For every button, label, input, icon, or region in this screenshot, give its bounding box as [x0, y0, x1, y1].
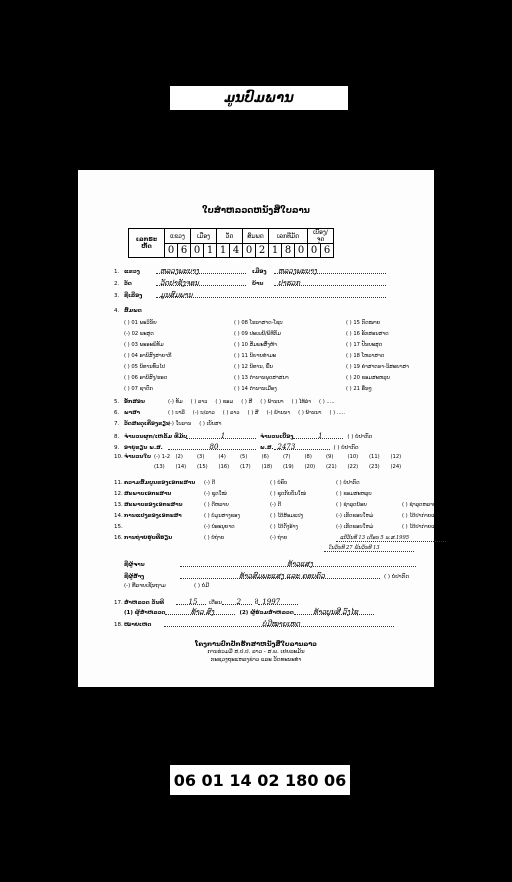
field-num: 4.	[114, 308, 120, 314]
category-option[interactable]: (-) 02 ພະສູດ	[124, 331, 154, 337]
category-option[interactable]: ( ) 19 ຄຳສາຕຣາ-ວິສະຍາສາ	[346, 364, 409, 370]
condition-option[interactable]: ( ) ດີຫລາຍ	[204, 502, 229, 508]
field-label: (2) ຜູ້ຮ່ວມສຳຫລວດ	[239, 610, 294, 616]
field-num: 8.	[114, 434, 120, 440]
origin-option[interactable]: ( ) ຂອມສະຫລຸບ	[336, 491, 372, 497]
field-row-repair	[114, 513, 449, 519]
field-row-permission	[114, 524, 449, 530]
field-num: 7.	[114, 421, 120, 427]
photo-option[interactable]: ( ) ບໍ່ຖ່າຍ	[204, 535, 225, 541]
code-digit: 6	[178, 244, 191, 258]
leaves-option[interactable]: (13)	[154, 464, 165, 470]
script-option[interactable]: ( ) .....	[319, 399, 335, 405]
header-title: ມູນປົມພານ	[224, 90, 294, 106]
code-digit: 0	[308, 244, 321, 258]
category-option[interactable]: ( ) 21 ອື່ນໆ	[346, 386, 372, 392]
field-label: ຊື່ເລື່ອງ	[124, 293, 143, 299]
survey-day: 15	[176, 598, 206, 605]
id-number: 06 01 14 02 180 06	[173, 770, 347, 790]
leaves-option[interactable]: (14)	[175, 464, 187, 470]
leaves-option[interactable]: (18)	[261, 464, 273, 470]
code-header: ເລກທີມັດ	[269, 229, 308, 244]
category-option[interactable]: ( ) 05 ນິທານທົ່ວໄປ	[124, 364, 166, 370]
field-label: ສົມພດ	[124, 308, 142, 314]
category-option[interactable]: ( ) 03 ພະອະພິທັມ	[124, 342, 164, 348]
script-option[interactable]: (-) ທັມ	[168, 399, 183, 405]
category-option[interactable]: ( ) 16 ອັກສອນສາດ	[346, 331, 389, 337]
code-header: ແຂວງ	[165, 229, 191, 244]
field-num: 6.	[114, 410, 120, 416]
field-label: ເມືອງ	[252, 269, 267, 275]
survey-form	[78, 170, 442, 687]
leaves-option[interactable]: (23)	[369, 464, 380, 470]
field-label: ຊື່ຜູ້ສ້າງ	[124, 574, 145, 580]
field-label: ພ.ສ.	[260, 445, 274, 451]
category-option[interactable]: ( ) 13 ຕຳນານພຸດສາສນາ	[234, 375, 289, 381]
leaves-option[interactable]: (2)	[175, 454, 183, 460]
field-label: ຈຳນວນໃບ	[124, 454, 151, 460]
field-row-completeness	[114, 480, 368, 486]
field-label: ສະພາບເອກະສານ	[124, 491, 172, 497]
photo-date: ແປ້ວັນທີ 13 ເດືອນ 5 ພ.ສ.1995	[336, 535, 446, 542]
temple-value: ວັດປາຊັງຈອນ	[156, 279, 246, 286]
leaves-option[interactable]: (11)	[369, 454, 380, 460]
field-row-sponsor	[114, 572, 409, 580]
title-value: ມູນສົມພານ	[156, 291, 386, 298]
leaves-row-top	[154, 454, 412, 460]
field-num: 10.	[114, 454, 123, 460]
category-option[interactable]: ( ) 17 ປັນຍະສຸດ	[346, 342, 383, 348]
field-num: 18.	[114, 622, 123, 628]
sponsor-value: ທ້າວສົມພະແສງ ແລະ ຄອບຄົວ	[180, 572, 380, 579]
code-header: ວັດ	[217, 229, 243, 244]
fund-option[interactable]: (-) ທີ່ລາຍເຊັນຖາມ	[124, 583, 166, 589]
origin-option[interactable]: ( ) ຊຸດກັບບັນໃໝ່	[270, 491, 306, 497]
code-digit: 0	[243, 244, 256, 258]
leaves-option[interactable]: (12)	[390, 454, 402, 460]
category-col-3	[346, 320, 409, 397]
category-option[interactable]: ( ) 18 ໂຫລາສາດ	[346, 353, 385, 359]
field-num: 17.	[114, 600, 123, 606]
field-row-temple	[114, 279, 386, 287]
code-digit: 8	[282, 244, 295, 258]
repair-option[interactable]: ( ) ໄດ້ປາກ່າຍແລ້ວ	[402, 513, 442, 519]
remarks-value: ບໍ່ມີໝາຍເຫດ	[164, 620, 394, 627]
footer-line: ໂຄງການປົກປັກຮັກສາຫນັງສືໃບລານລາວ	[195, 640, 317, 648]
code-digit: 0	[165, 244, 178, 258]
language-option[interactable]: ( ) ພ້ານນາ	[298, 410, 322, 416]
repair-option[interactable]: (-) ເຮັດຂອບໃຫມ່	[336, 513, 374, 519]
category-option[interactable]: ( ) 08 ໂຮລາສາດ-ໂຊບ	[234, 320, 283, 326]
material-option[interactable]: (-) ໃບລານ	[168, 421, 192, 427]
script-option[interactable]: ( ) ໄທ້ລຳ	[291, 399, 312, 405]
category-col-1	[124, 320, 172, 397]
photo-date-2: ໃນວັນທີ 27 ພັນວັນທີ 13	[324, 545, 414, 552]
leaves-option[interactable]: (6)	[261, 454, 269, 460]
leaves-option[interactable]: (4)	[218, 454, 226, 460]
repair-option[interactable]: ( ) ໄດ້ສ້ອມແປງ	[270, 513, 304, 519]
leaves-option[interactable]: (19)	[283, 464, 294, 470]
category-option[interactable]: ( ) 11 ນິຍາຍທຳມະ	[234, 353, 277, 359]
header-title-label	[170, 86, 348, 110]
category-option[interactable]: ( ) 06 ອານິສົງ/ຮອດ	[124, 375, 168, 381]
field-num: 16.	[114, 535, 123, 541]
completeness-option[interactable]: (-) ດີ	[204, 480, 216, 486]
field-label: ສະພາບຂອງເອກະສານ	[124, 502, 183, 508]
language-option[interactable]: (-) ບ/ລາວ	[192, 410, 215, 416]
field-row-remarks	[114, 620, 394, 628]
field-label: ໝາຍເຫດ	[124, 622, 152, 628]
leaves-option[interactable]: (16)	[218, 464, 230, 470]
category-col-2	[234, 320, 289, 397]
field-label: ພາສາ	[124, 410, 141, 416]
field-row-province	[114, 267, 386, 275]
field-label: ວັດ	[124, 281, 132, 287]
field-row-material	[114, 421, 229, 427]
field-num: 11.	[114, 480, 123, 486]
leaves-option[interactable]: (21)	[326, 464, 337, 470]
field-num: 15.	[114, 524, 123, 530]
code-digit: 0	[191, 244, 204, 258]
id-number-label	[170, 765, 350, 795]
leaves-option[interactable]: (7)	[283, 454, 291, 460]
form-footer	[78, 640, 434, 664]
field-row-language	[114, 410, 353, 416]
field-label: ການແປງຂອງເອກະສາ	[124, 513, 182, 519]
condition-option[interactable]: (-) ດີ	[270, 502, 282, 508]
code-digit: 6	[321, 244, 334, 258]
form-title: ໃບສຳຫລວດຫນັງສືໃບລານ	[202, 206, 310, 216]
code-digit: 1	[217, 244, 230, 258]
field-num: 3.	[114, 293, 120, 299]
category-option[interactable]: ( ) 15 ກົດໝາຍ	[346, 320, 381, 326]
leaves-option[interactable]: (20)	[304, 464, 316, 470]
category-option[interactable]: ( ) 04 ອານິສົງສາຍາກີ	[124, 353, 172, 359]
script-option[interactable]: ( ) ລາວ	[190, 399, 208, 405]
category-option[interactable]: ( ) 01 ພະວິນັຍ	[124, 320, 157, 326]
language-option[interactable]: ( ) ບາລີ	[168, 410, 185, 416]
permission-option[interactable]: (-) ເຮັດຂອບໃຫມ່	[336, 524, 374, 530]
field-label: ປີ	[254, 600, 259, 606]
field-label: ສຳຫລວດ ວັນທີ	[124, 600, 164, 606]
leaves-option[interactable]: (22)	[347, 464, 359, 470]
code-header: ເມືອງ	[191, 229, 217, 244]
field-num: 1.	[114, 269, 120, 275]
bundles-value: 1	[186, 432, 256, 439]
survey-month: 2	[222, 598, 252, 605]
leaves-option[interactable]: (8)	[304, 454, 312, 460]
field-row-survey-date	[114, 598, 298, 606]
language-option[interactable]: (-) ພ້ານນາ	[266, 410, 291, 416]
completeness-option[interactable]: ( ) ບໍ່ປາກົດ	[336, 480, 360, 486]
category-option[interactable]: ( ) 07 ຊາດົກ	[124, 386, 153, 392]
field-row-condition	[114, 502, 445, 508]
photo-date-row-2	[324, 545, 414, 552]
permission-option[interactable]: (-) ບໍ່ອະນຸຍາດ	[204, 524, 235, 530]
permission-option[interactable]: ( ) ໄດ້ດັ່ງອ້າງ	[270, 524, 298, 530]
field-label: ວັດສະດຸເຄື່ອງຂຽນ	[124, 421, 170, 427]
pages-value: 1	[293, 432, 343, 439]
code-digit: 1	[204, 244, 217, 258]
leaves-option[interactable]: (9)	[326, 454, 334, 460]
field-row-category	[114, 308, 156, 314]
age-value: 80	[168, 443, 256, 450]
field-label: ອັກສອນ	[124, 399, 145, 405]
language-option[interactable]: ( ) .....	[329, 410, 346, 416]
scribe-value: ທ້າວແສງ	[180, 560, 416, 567]
leaves-row-bottom	[154, 464, 412, 470]
field-num: 14.	[114, 513, 123, 519]
leaves-option[interactable]: (24)	[390, 464, 402, 470]
code-header: ເບື້ອງ/ຈຸດ	[308, 229, 334, 244]
field-num: 12.	[114, 491, 123, 497]
district-value: ຫລວງພະບາງ	[274, 267, 386, 274]
field-label: ຈຳນວນຜູກ/ເຫລັ້ມ ທີ່ມັບ	[124, 434, 188, 440]
field-row-script	[114, 399, 343, 405]
completeness-option[interactable]: ( ) ບໍ່ຄົບ	[270, 480, 288, 486]
field-row-photo	[114, 535, 446, 542]
field-row-age	[114, 443, 359, 451]
repair-option[interactable]: ( ) ບໍ່ມູນສາງຂອງ	[204, 513, 240, 519]
photo-option[interactable]: (-) ຖ່າຍ	[270, 535, 288, 541]
category-option[interactable]: ( ) 10 ສັມພະສົ້ງຫ້າ	[234, 342, 277, 348]
code-row-label: ເລກຣະຫັດ	[129, 229, 165, 258]
code-table	[128, 228, 334, 258]
province-value: ຫລວງພະບາງ	[156, 267, 246, 274]
code-digit: 4	[230, 244, 243, 258]
not-shown-option[interactable]: ( ) ບໍ່ປາກົດ	[384, 574, 409, 580]
leaves-option[interactable]: (-) 1-2	[154, 454, 171, 460]
code-header: ສົມພດ	[243, 229, 269, 244]
field-num: 5.	[114, 399, 120, 405]
not-shown-option[interactable]: ( ) ບໍ່ປາກົດ	[333, 445, 359, 451]
script-option[interactable]: ( ) ຂອມ	[215, 399, 234, 405]
field-row-fund	[114, 583, 209, 589]
field-label: ອາຍຸຂຽນ ພ.ສ.	[124, 445, 163, 451]
field-row-scribe	[114, 560, 416, 568]
leaves-option[interactable]: (15)	[197, 464, 208, 470]
field-num: 2.	[114, 281, 120, 287]
footer-line: ກະຊວງຖະແຫລງຂ່າວ ແລະ ວັດທະນະທຳ	[210, 657, 302, 663]
category-option[interactable]: ( ) 09 ປະເພນີ/ພິທີກັມ	[234, 331, 281, 337]
language-option[interactable]: ( ) ສີ	[247, 410, 259, 416]
field-num: 9.	[114, 445, 120, 451]
condition-option[interactable]: ( ) ຊຳລຸດນ້ອຍ	[336, 502, 367, 508]
category-option[interactable]: ( ) 20 ຂອມສະຫລຸບ	[346, 375, 390, 381]
village-value: ປາຮວກ	[274, 279, 386, 286]
survey-year: 1997	[258, 598, 298, 605]
material-option[interactable]: ( ) ເບັບສາ	[199, 421, 222, 427]
origin-option[interactable]: (-) ຊຸດໃໝ່	[204, 491, 227, 497]
category-option[interactable]: ( ) 14 ຕຳນານເມືອງ	[234, 386, 277, 392]
leaves-option[interactable]: (17)	[240, 464, 251, 470]
field-row-surveyors	[114, 608, 374, 616]
field-row-title	[114, 291, 386, 299]
fund-none-option[interactable]: ( ) ບໍ່ມີ	[194, 583, 210, 589]
field-num: 13.	[114, 502, 123, 508]
code-digit: 0	[295, 244, 308, 258]
code-digit: 2	[256, 244, 269, 258]
footer-line: ການຮ່ວມມື ສ.ປ.ປ. ລາວ - ສ.ພ. ເຢຍລະມັນ	[207, 649, 305, 655]
not-shown-option[interactable]: ( ) ບໍ່ປາກົດ	[347, 434, 373, 440]
category-option[interactable]: ( ) 12 ນິທານ, ພົ້ນ	[234, 364, 273, 370]
field-label: ແຂວງ	[124, 269, 140, 275]
field-row-leaves	[114, 454, 154, 460]
leaves-option[interactable]: (10)	[347, 454, 359, 460]
script-option[interactable]: ( ) ສີ	[241, 399, 253, 405]
leaves-option[interactable]: (3)	[197, 454, 205, 460]
field-label: (1) ຜູ້ສຳຫລວດ	[124, 610, 166, 616]
field-label: ຈຳນວນເບື້ອງ	[260, 434, 294, 440]
script-option[interactable]: ( ) ພ້ານນາ	[260, 399, 284, 405]
field-label: ບ້ານ	[252, 281, 264, 287]
surveyor-value: ທ້າວ ສົງ	[165, 608, 235, 615]
condition-option[interactable]: ( ) ຊຳລຸດຫລາຍ	[402, 502, 437, 508]
code-digit: 1	[269, 244, 282, 258]
language-option[interactable]: ( ) ລາວ	[222, 410, 240, 416]
year-value: 2473	[274, 443, 330, 450]
field-label: ການຖ່າຍຮູບທີ່ຮຽນ	[124, 535, 173, 541]
field-label: ເດືອນ	[209, 600, 222, 606]
co-surveyor-value: ທ້າວບຸນສີ ວົງໄຊ	[294, 608, 374, 615]
leaves-option[interactable]: (5)	[240, 454, 248, 460]
field-row-origin	[114, 491, 380, 497]
field-label: ຊື່ຜູ້ຈານ	[124, 562, 145, 568]
field-label: ຄວາມສົມບູນຂອງເອກະສານ	[124, 480, 196, 486]
field-row-bundles	[114, 432, 372, 440]
permission-option[interactable]: ( ) ໄດ້ປາກ່າຍແລ້ວ	[402, 524, 442, 530]
